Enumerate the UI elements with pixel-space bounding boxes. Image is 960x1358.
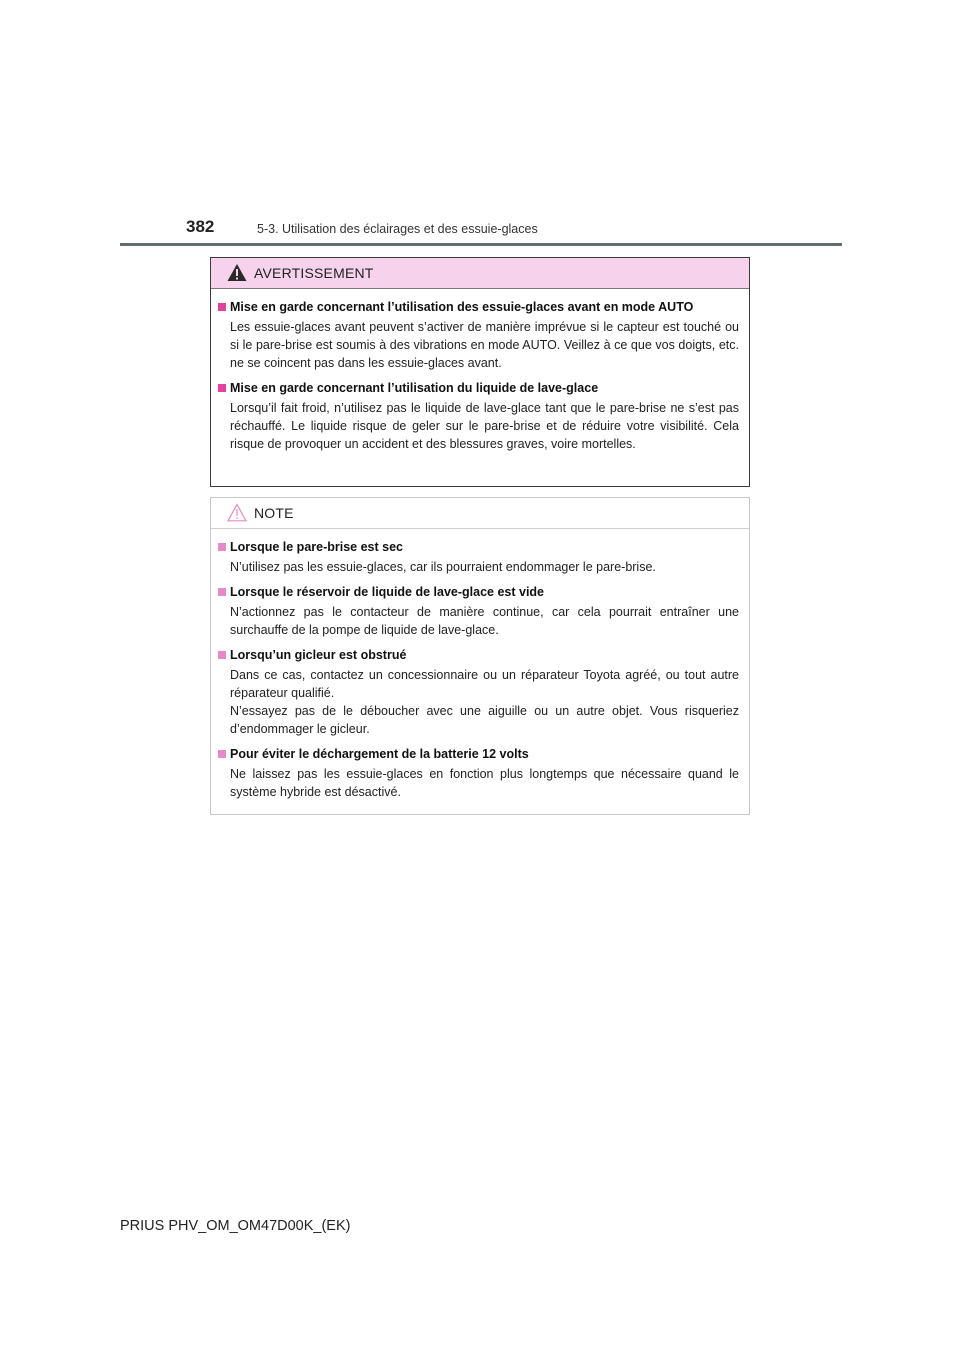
note-title: NOTE xyxy=(254,505,294,521)
note-item-heading xyxy=(218,584,739,600)
warning-title: AVERTISSEMENT xyxy=(254,265,374,281)
square-bullet-icon xyxy=(218,651,226,659)
note-item-text-block xyxy=(230,666,739,738)
note-item-text-2: N’essayez pas de le déboucher avec une aiguille ou un autre objet. Vous risqueriez d’endommager le gicleur. xyxy=(230,704,739,736)
footer-doc-code: PRIUS PHV_OM_OM47D00K_(EK) xyxy=(120,1218,351,1234)
note-item-title: Lorsque le réservoir de liquide de lave-glace est vide xyxy=(230,585,545,599)
warning-item-text: Lorsqu’il fait froid, n’utilisez pas le liquide de lave-glace tant que le pare-brise ne s’est pas réchauffé. Le liquide risque de geler sur le pare-brise et de réduire votre visibilité. Cela risque de provoquer un accident et des blessures graves, voire mortelles. xyxy=(230,401,739,451)
warning-item xyxy=(218,299,739,372)
warning-item-text: Les essuie-glaces avant peuvent s’activer de manière imprévue si le capteur est touché ou si le pare-brise est soumis à des vibrations en mode AUTO. Veillez à ce que vos doigts, etc. ne se coincent pas dans les essuie-glaces avant. xyxy=(230,320,739,370)
note-item-heading xyxy=(218,539,739,555)
note-item-text: N’actionnez pas le contacteur de manière continue, car cela pourrait entraîner une surchauffe de la pompe de liquide de lave-glace. xyxy=(230,605,739,637)
note-item-text: N’utilisez pas les essuie-glaces, car ils pourraient endommager le pare-brise. xyxy=(230,560,656,574)
caution-triangle-outline-icon xyxy=(227,503,247,522)
warning-item-heading xyxy=(218,299,739,315)
square-bullet-icon xyxy=(218,543,226,551)
note-body xyxy=(211,529,749,801)
header-rule xyxy=(120,243,842,246)
note-item-title: Lorsqu’un gicleur est obstrué xyxy=(230,648,407,662)
warning-item-title: Mise en garde concernant l’utilisation des essuie-glaces avant en mode AUTO xyxy=(230,300,694,314)
note-item xyxy=(218,539,739,576)
warning-triangle-icon xyxy=(227,263,247,282)
warning-header xyxy=(211,258,749,289)
warning-body xyxy=(211,289,749,453)
warning-item-heading xyxy=(218,380,739,396)
note-box xyxy=(210,497,750,815)
page-header xyxy=(120,214,842,246)
note-item-text: Ne laissez pas les essuie-glaces en fonction plus longtemps que nécessaire quand le système hybride est désactivé. xyxy=(230,767,739,799)
warning-item xyxy=(218,380,739,453)
note-item xyxy=(218,647,739,738)
square-bullet-icon xyxy=(218,750,226,758)
section-title: 5-3. Utilisation des éclairages et des essuie-glaces xyxy=(257,222,538,236)
note-item-title: Pour éviter le déchargement de la batterie 12 volts xyxy=(230,747,529,761)
square-bullet-icon xyxy=(218,588,226,596)
warning-box xyxy=(210,257,750,487)
page-number: 382 xyxy=(186,217,215,236)
note-item xyxy=(218,746,739,801)
note-item-heading xyxy=(218,746,739,762)
warning-item-title: Mise en garde concernant l’utilisation du liquide de lave-glace xyxy=(230,381,599,395)
note-item xyxy=(218,584,739,639)
note-item-heading xyxy=(218,647,739,663)
note-item-title: Lorsque le pare-brise est sec xyxy=(230,540,403,554)
note-item-text: Dans ce cas, contactez un concessionnaire ou un réparateur Toyota agréé, ou tout autre réparateur qualifié. xyxy=(230,668,739,700)
square-bullet-icon xyxy=(218,303,226,311)
note-header xyxy=(211,498,749,529)
square-bullet-icon xyxy=(218,384,226,392)
